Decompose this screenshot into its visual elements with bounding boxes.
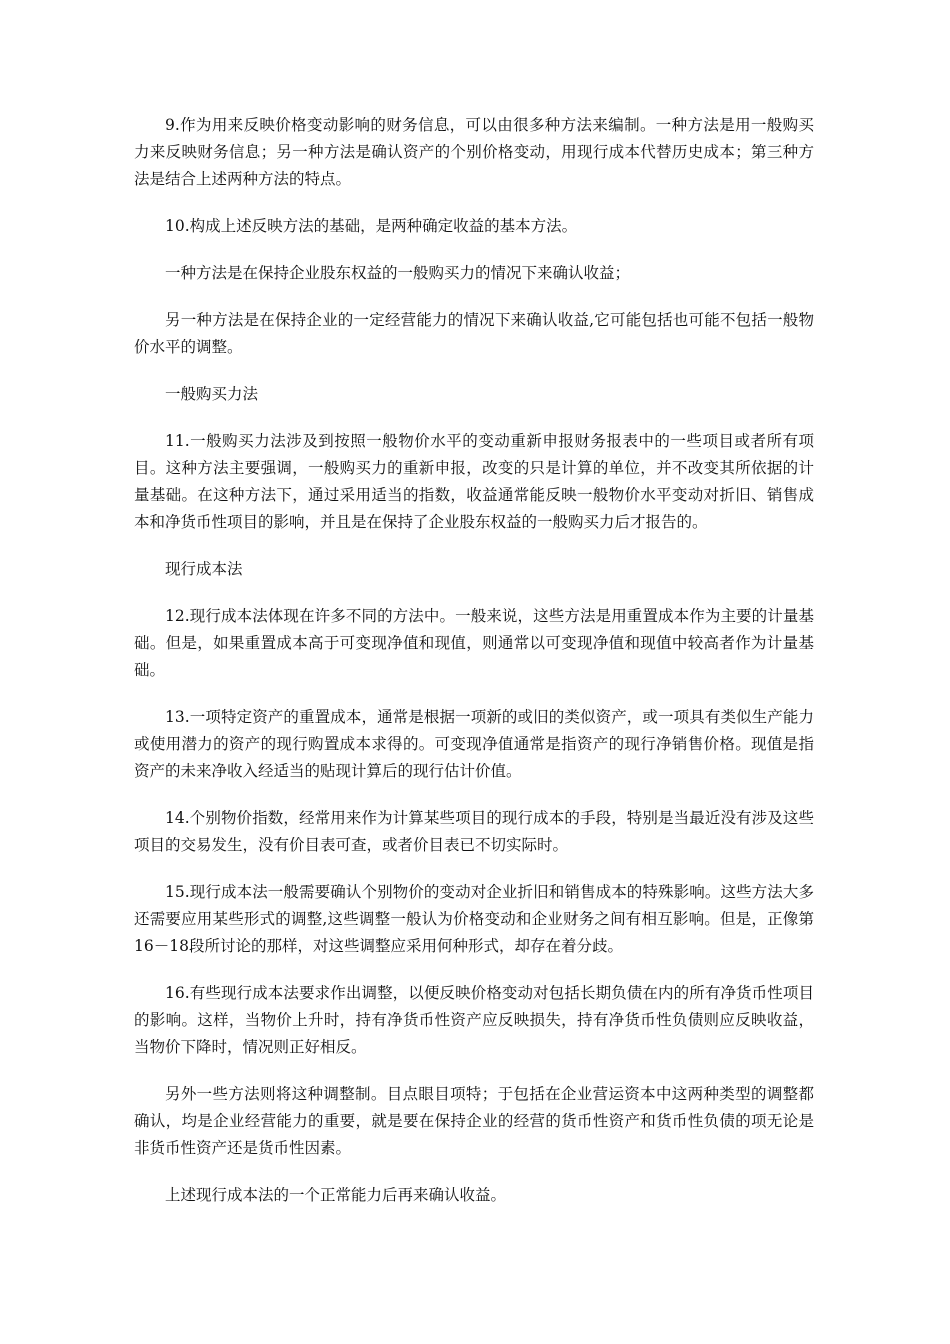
paragraph-14: 14.个别物价指数，经常用来作为计算某些项目的现行成本的手段，特别是当最近没有涉及这些项目的交易发生，没有价目表可查，或者价目表已不切实际时。 <box>134 809 814 854</box>
paragraph-other-methods: 另外一些方法则将这种调整制。目点眼目项特；于包括在企业营运资本中这两种类型的调整都确认，均是企业经营能力的重要，就是要在保持企业的经营的货币性资产和货币性负债的项无论是非货币性资产还是货币性因素。 <box>134 1085 814 1157</box>
paragraph-15: 15.现行成本法一般需要确认个别物价的变动对企业折旧和销售成本的特殊影响。这些方法大多还需要应用某些形式的调整,这些调整一般认为价格变动和企业财务之间有相互影响。但是，正像第16－18段所讨论的那样，对这些调整应采用何种形式，却存在着分歧。 <box>134 883 814 955</box>
section-heading-general-purchasing-power: 一般购买力法 <box>165 385 259 403</box>
paragraph-10: 10.构成上述反映方法的基础，是两种确定收益的基本方法。 <box>165 217 578 235</box>
section-heading-current-cost: 现行成本法 <box>165 560 243 578</box>
paragraph-10-method-two: 另一种方法是在保持企业的一定经营能力的情况下来确认收益,它可能包括也可能不包括一般物价水平的调整。 <box>134 311 814 356</box>
paragraph-11: 11.一般购买力法涉及到按照一般物价水平的变动重新申报财务报表中的一些项目或者所有项目。这种方法主要强调，一般购买力的重新申报，改变的只是计算的单位，并不改变其所依据的计量基础。在这种方法下，通过采用适当的指数，收益通常能反映一般物价水平变动对折旧、销售成本和净货币性项目的影响，并且是在保持了企业股东权益的一般购买力后才报告的。 <box>134 432 814 531</box>
paragraph-10-method-one: 一种方法是在保持企业股东权益的一般购买力的情况下来确认收益； <box>165 264 631 282</box>
paragraph-13: 13.一项特定资产的重置成本，通常是根据一项新的或旧的类似资产，或一项具有类似生产能力或使用潜力的资产的现行购置成本求得的。可变现净值通常是指资产的现行净销售价格。现值是指资产的未来净收入经适当的贴现计算后的现行估计价值。 <box>134 708 814 780</box>
paragraph-16: 16.有些现行成本法要求作出调整，以便反映价格变动对包括长期负债在内的所有净货币性项目的影响。这样，当物价上升时，持有净货币性资产应反映损失，持有净货币性负债则应反映收益，当物价下降时，情况则正好相反。 <box>134 984 814 1056</box>
paragraph-12: 12.现行成本法体现在许多不同的方法中。一般来说，这些方法是用重置成本作为主要的计量基础。但是，如果重置成本高于可变现净值和现值，则通常以可变现净值和现值中较高者作为计量基础。 <box>134 607 814 679</box>
paragraph-closing: 上述现行成本法的一个正常能力后再来确认收益。 <box>165 1186 507 1204</box>
paragraph-9: 9.作为用来反映价格变动影响的财务信息，可以由很多种方法来编制。一种方法是用一般购买力来反映财务信息；另一种方法是确认资产的个别价格变动，用现行成本代替历史成本；第三种方法是结合上述两种方法的特点。 <box>134 116 814 188</box>
document-body <box>134 112 814 1229</box>
